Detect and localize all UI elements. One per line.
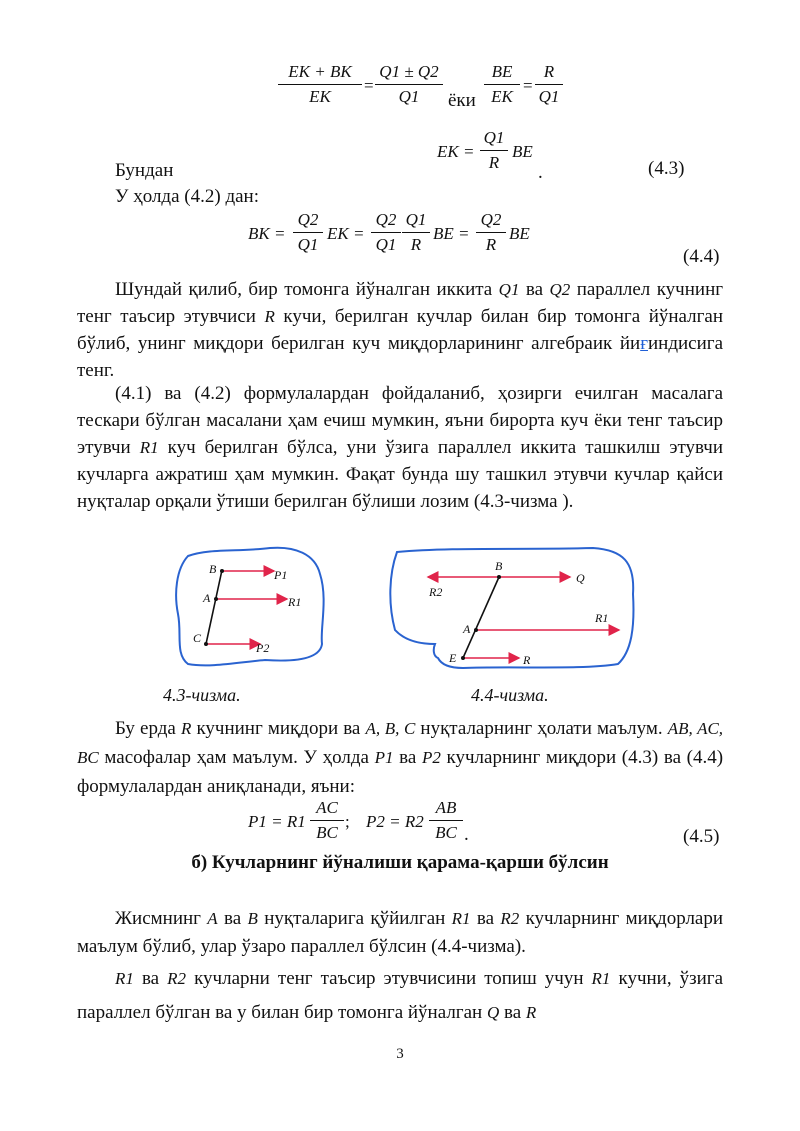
para4-va: ва xyxy=(224,908,242,929)
fraction-q1-q2 xyxy=(375,62,443,107)
label-e: E xyxy=(449,651,457,665)
para4-va: ва xyxy=(476,908,495,929)
fraction-ab-bc xyxy=(429,798,463,843)
math-segments: AB, AC, BC xyxy=(77,719,724,767)
para4-text: кучларнинг миқдорлари маълум бўлиб, улар ўзаро параллел бўлсин (4.4-чизма). xyxy=(77,908,724,957)
segment-bc xyxy=(206,570,222,644)
fraction-numerator: Q1 xyxy=(483,128,505,147)
fraction-numerator: BE xyxy=(491,62,513,81)
equation-number: (4.5) xyxy=(683,826,720,847)
eq45-p2: P2 = R2 xyxy=(366,812,424,831)
fraction-q1-r xyxy=(480,128,508,173)
equals-sign: = xyxy=(364,76,374,95)
para3-text: Бу ерда xyxy=(115,718,176,739)
math-r1: R1 xyxy=(451,909,471,928)
fraction-numerator: AC xyxy=(316,798,338,817)
equation-number: (4.4) xyxy=(683,246,720,267)
body-outline xyxy=(390,548,633,668)
eq44-term-text: EK xyxy=(327,224,349,243)
fraction-denominator: BC xyxy=(429,820,463,843)
label-r1: R1 xyxy=(595,611,609,625)
label-p2: P2 xyxy=(256,641,270,655)
math-a: A xyxy=(207,909,218,928)
math-r: R xyxy=(264,307,275,326)
paragraph-4 xyxy=(77,905,723,961)
para5-text: кучларни тенг таъсир этувчисини топиш учун xyxy=(194,968,584,989)
math-r: R xyxy=(180,719,192,738)
point-b xyxy=(220,569,224,573)
fraction-ek-bk xyxy=(278,62,362,107)
fraction-numerator: R xyxy=(543,62,555,81)
para1-va: ва xyxy=(525,279,544,300)
or-word: ёки xyxy=(448,90,476,111)
fraction-numerator: Q2 xyxy=(297,210,319,229)
label-a: A xyxy=(203,591,211,605)
para1-text: кучи, берилган кучлар билан бир томонга йўналган бўлиб, унинг миқдори берилган куч миқдорларининг алгебраик йи xyxy=(77,306,724,354)
math-p1: P1 xyxy=(374,748,394,767)
paragraph-1 xyxy=(77,276,723,384)
para5-va: ва xyxy=(503,1002,522,1023)
math-r1: R1 xyxy=(591,969,611,988)
eq44-term-text: BE xyxy=(433,224,454,243)
caption-4-3: 4.3-чизма. xyxy=(163,685,241,705)
fraction-r-q1 xyxy=(535,62,563,107)
eq44-term: BE = xyxy=(433,224,470,243)
label-b: B xyxy=(495,559,503,573)
fraction-denominator: EK xyxy=(484,84,520,107)
para2-text: куч берилган бўлса, уни ўзига параллел иккита ташкилш этувчи кучларга ажратиш ҳам мумкин. Фақат бунда шу ташкил этувчи кучлар қайси нуқталар орқали ўтиши берилган бўлиши лозим (4.3-чизма ). xyxy=(77,437,723,512)
para2-text: (4.1) ва (4.2) формулалардан фойдаланиб, ҳозирги ечилган масалага тескари бўлган масалани ҳам ечиш мумкин, яъни бирорта куч ёки тенг таъсир этувчи xyxy=(77,383,723,458)
eq43-rhs: BE xyxy=(512,142,533,161)
fraction-denominator: BC xyxy=(310,820,344,843)
fraction-ac-bc xyxy=(310,798,344,843)
figure-4-3 xyxy=(170,544,330,669)
para1-text: Шундай қилиб, бир томонга йўналган иккита xyxy=(115,279,493,300)
label-b: B xyxy=(209,562,217,576)
para3-text: нуқталарнинг ҳолати маълум. xyxy=(420,718,663,739)
fraction-numerator: AB xyxy=(435,798,457,817)
segment-be xyxy=(463,577,499,658)
label-q: Q xyxy=(576,571,585,585)
label-c: C xyxy=(193,631,202,645)
math-r2: R2 xyxy=(500,909,520,928)
section-heading: б) Кучларнинг йўналиши қарама-қарши бўлсин xyxy=(191,852,609,873)
math-abc: A, B, C xyxy=(365,719,416,738)
equation-number: (4.3) xyxy=(648,158,685,179)
eq43-lhs: EK = xyxy=(437,142,475,161)
period: . xyxy=(464,824,469,845)
point-a xyxy=(474,628,478,632)
label-r: R xyxy=(523,653,531,667)
para1-text: индисига тенг. xyxy=(77,333,723,381)
fraction-numerator: Q2 xyxy=(480,210,502,229)
caption-4-4: 4.4-чизма. xyxy=(471,685,549,705)
eq44-lhs-text: BK xyxy=(248,224,270,243)
para5-text: кучни, ўзига параллел бўлган ва у билан бир томонга йўналган xyxy=(77,968,724,1023)
line-then: У ҳолда (4.2) дан: xyxy=(115,186,259,207)
math-r1: R1 xyxy=(115,969,134,988)
body-outline xyxy=(176,548,324,666)
fraction-denominator: EK xyxy=(278,84,362,107)
para3-va: ва xyxy=(399,747,417,768)
label-p1: P1 xyxy=(274,568,288,582)
fraction-denominator: R xyxy=(480,150,508,173)
para4-text: нуқталарига қўйилган xyxy=(264,908,446,929)
fraction-denominator: Q1 xyxy=(293,232,323,255)
math-p2: P2 xyxy=(421,748,441,767)
eq44-lhs: BK = xyxy=(248,224,286,243)
point-c xyxy=(204,642,208,646)
fraction-denominator: Q1 xyxy=(375,84,443,107)
eq45-sep: ; xyxy=(345,812,350,831)
math-r2: R2 xyxy=(167,969,187,988)
fraction-q2-q1 xyxy=(293,210,323,255)
math-b: B xyxy=(247,909,258,928)
fraction-numerator: EK + BK xyxy=(288,62,352,81)
period: . xyxy=(538,162,543,183)
paragraph-3 xyxy=(77,714,723,801)
paragraph-2 xyxy=(77,380,723,515)
math-r1: R1 xyxy=(139,438,159,457)
paragraph-5 xyxy=(77,962,723,1030)
fraction-q2-q1-b xyxy=(371,210,401,255)
para3-text: масофалар ҳам маълум. У ҳолда xyxy=(104,747,369,768)
para5-va: ва xyxy=(141,968,160,989)
para3-text: кучнинг миқдори ва xyxy=(196,718,361,739)
para1-text: параллел кучнинг тенг таъсир этувчиси xyxy=(77,279,724,327)
fraction-be-ek xyxy=(484,62,520,107)
point-e xyxy=(461,656,465,660)
label-a: A xyxy=(463,622,471,636)
fraction-q1-r-b xyxy=(402,210,430,255)
eq43-lhs-text: EK xyxy=(437,142,459,161)
fraction-numerator: Q2 xyxy=(375,210,397,229)
label-r1: R1 xyxy=(288,595,302,609)
fraction-numerator: Q1 xyxy=(405,210,427,229)
figure-4-4 xyxy=(383,544,643,674)
para3-text: кучларнинг миқдори (4.3) ва (4.4) формулалардан аниқланади, яъни: xyxy=(77,747,724,797)
label-r2: R2 xyxy=(429,585,443,599)
point-b xyxy=(497,575,501,579)
fraction-denominator: R xyxy=(402,232,430,255)
math-q: Q xyxy=(486,1003,500,1022)
lead-word-bundan: Бундан xyxy=(115,160,174,181)
eq44-term: BE xyxy=(509,224,530,243)
eq45-p1: P1 = R1 xyxy=(248,812,306,831)
equals-sign: = xyxy=(523,76,533,95)
para4-text: Жисмнинг xyxy=(115,908,201,929)
math-q2: Q2 xyxy=(549,280,571,299)
fraction-q2-r xyxy=(476,210,506,255)
math-q1: Q1 xyxy=(498,280,520,299)
eq44-term: EK = xyxy=(327,224,365,243)
fraction-numerator: Q1 ± Q2 xyxy=(379,62,439,81)
fraction-denominator: R xyxy=(476,232,506,255)
fraction-denominator: Q1 xyxy=(535,84,563,107)
inline-link[interactable]: ғ xyxy=(640,333,648,354)
math-r: R xyxy=(525,1003,537,1022)
point-a xyxy=(214,597,218,601)
page-number: 3 xyxy=(396,1046,404,1062)
fraction-denominator: Q1 xyxy=(371,232,401,255)
